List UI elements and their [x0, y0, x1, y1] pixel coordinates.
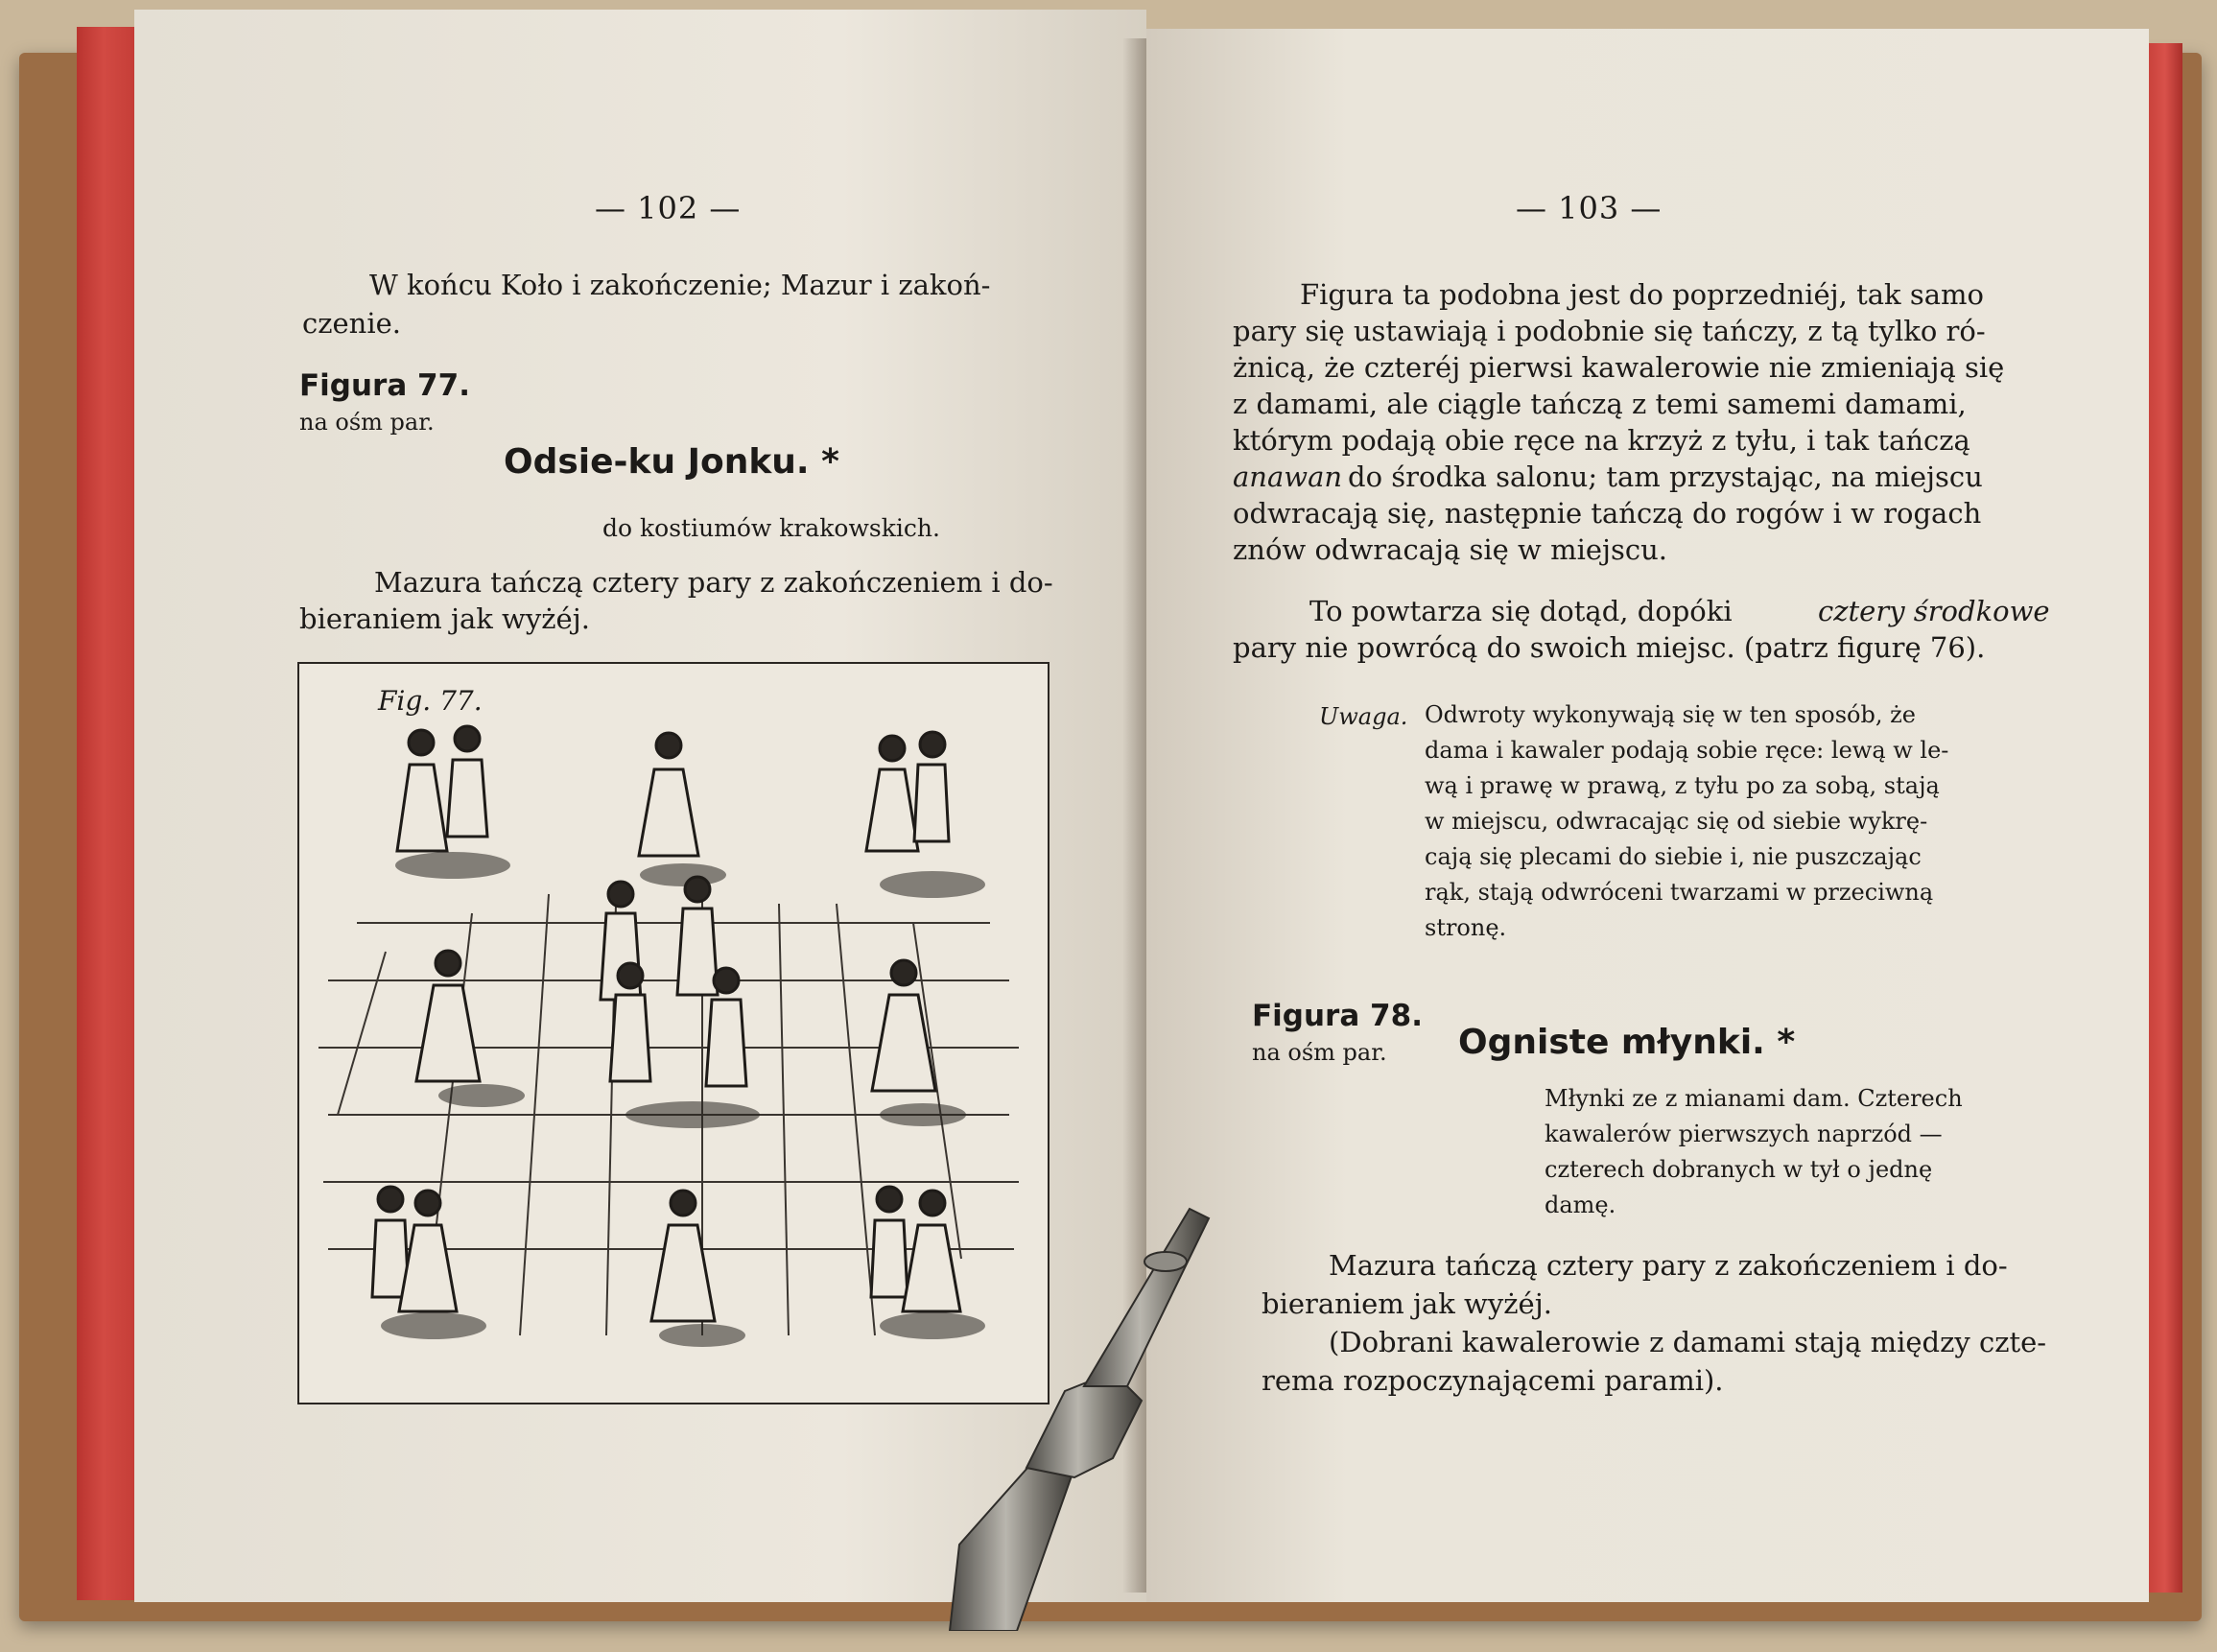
note-label: Uwaga.: [1319, 703, 1408, 730]
figure-78-heading: Figura 78.: [1252, 999, 1423, 1033]
hand-pointer-icon: [921, 1180, 1324, 1631]
para1-line-3: żnicą, że czteréj pierwsi kawalerowie nie zmieniają się: [1233, 351, 2005, 384]
para2-line-1a: To powtarza się dotąd, dopóki: [1309, 595, 1733, 627]
mill-line-4: damę.: [1545, 1192, 1616, 1218]
body-line-2: bieraniem jak wyżéj.: [299, 602, 590, 635]
closing-line-2: bieraniem jak wyżéj.: [1262, 1287, 1552, 1320]
para2-line-1-italic: cztery środkowe: [1818, 595, 2050, 627]
mill-line-1: Młynki ze z mianami dam. Czterech: [1545, 1085, 1963, 1112]
note-line-2: dama i kawaler podają sobie ręce: lewą w le-: [1425, 737, 1949, 764]
note-line-7: stronę.: [1425, 914, 1507, 941]
closing-line-1: Mazura tańczą cztery pary z zakończeniem i do-: [1329, 1249, 2008, 1282]
para1-italic-word: anawan: [1233, 460, 1343, 493]
mill-line-3: czterech dobranych w tył o jednę: [1545, 1156, 1933, 1183]
para1-line-5: którym podają obie ręce na krzyż z tyłu, i tak tańczą: [1233, 424, 1970, 457]
costume-note: do kostiumów krakowskich.: [602, 514, 940, 542]
note-line-5: cają się plecami do siebie i, nie puszczając: [1425, 843, 1922, 870]
dance-title-78: Ogniste młynki. *: [1458, 1023, 1796, 1062]
note-line-4: w miejscu, odwracając się od siebie wykrę-: [1425, 808, 1928, 835]
note-line-3: wą i prawę w prawą, z tyłu po za sobą, stają: [1425, 772, 1940, 799]
page-number-102: — 102 —: [595, 190, 742, 226]
note-line-1: Odwroty wykonywają się w ten sposób, że: [1425, 701, 1916, 728]
para1-line-2: pary się ustawiają i podobnie się tańczy, z tą tylko ró-: [1233, 315, 1986, 347]
page-number-103: — 103 —: [1516, 190, 1663, 226]
mill-line-2: kawalerów pierwszych naprzód —: [1545, 1121, 1943, 1147]
para1-line-8: znów odwracają się w miejscu.: [1233, 533, 1668, 566]
para1-line-4: z damami, ale ciągle tańczą z temi samemi damami,: [1233, 388, 1967, 420]
figure-77-sub: na ośm par.: [299, 409, 435, 436]
para2-line-2: pary nie powrócą do swoich miejsc. (patrz figurę 76).: [1233, 631, 1986, 664]
figure-77-heading: Figura 77.: [299, 368, 470, 403]
para1-line-1: Figura ta podobna jest do poprzedniéj, tak samo: [1300, 278, 1984, 311]
figure-78-sub: na ośm par.: [1252, 1039, 1387, 1066]
dance-title-77: Odsie-ku Jonku. *: [504, 442, 839, 482]
intro-line-2: czenie.: [302, 307, 402, 340]
note-line-6: rąk, stają odwróceni twarzami w przeciwną: [1425, 879, 1934, 906]
closing-line-4: rema rozpoczynającemi parami).: [1262, 1364, 1724, 1397]
para1-line-6: do środka salonu; tam przystając, na miejscu: [1348, 460, 1983, 493]
para1-line-7: odwracają się, następnie tańczą do rogów i w rogach: [1233, 497, 1982, 530]
body-line-1: Mazura tańczą cztery pary z zakończeniem i do-: [374, 566, 1053, 599]
intro-line-1: W końcu Koło i zakończenie; Mazur i zakoń-: [369, 269, 991, 301]
illustration-caption: Fig. 77.: [378, 685, 483, 717]
closing-line-3: (Dobrani kawalerowie z damami stają między czte-: [1329, 1326, 2047, 1358]
